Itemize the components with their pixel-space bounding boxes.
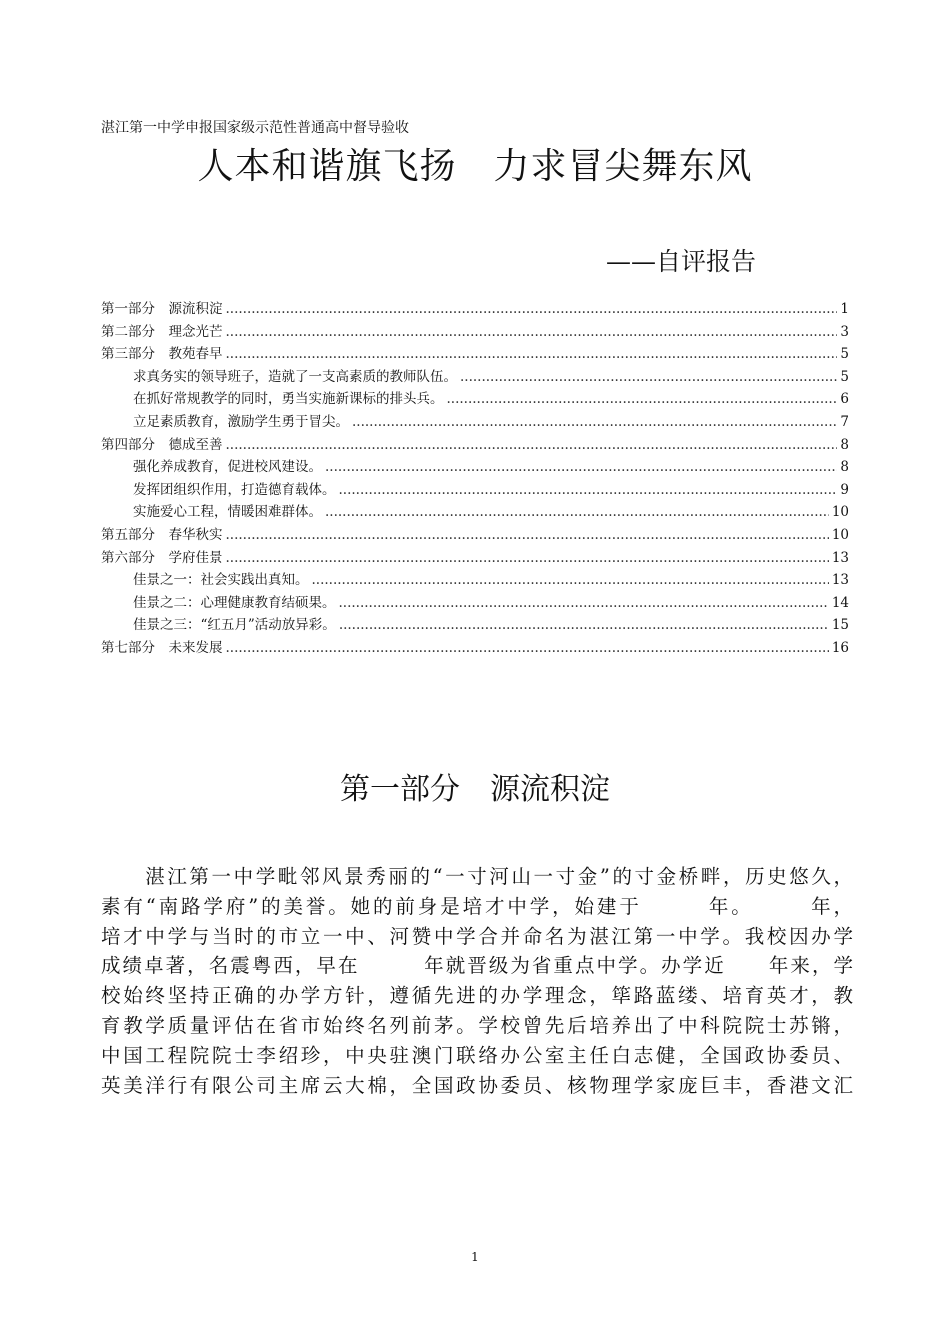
toc-leader-dots [460, 369, 837, 385]
toc-leader-dots [226, 437, 838, 453]
toc-label: 第六部分 学府佳景 [101, 549, 223, 566]
toc-row[interactable] [101, 320, 849, 343]
toc-row[interactable] [101, 591, 849, 614]
toc-page-number: 5 [840, 346, 849, 363]
toc-leader-dots [226, 550, 829, 566]
toc-label: 第一部分 源流积淀 [101, 301, 223, 317]
toc-page-number: 9 [840, 481, 849, 498]
toc-label: 第二部分 理念光芒 [101, 323, 223, 340]
toc-label: 强化养成教育，促进校风建设。 [133, 459, 322, 476]
toc-leader-dots [226, 324, 838, 340]
toc-label: 发挥团组织作用，打造德育载体。 [133, 481, 336, 498]
toc-leader-dots [325, 459, 837, 475]
body-line: 培才中学与当时的市立一中、河赞中学合并命名为湛江第一中学。我校因办学 [101, 924, 853, 948]
toc-page-number: 13 [831, 549, 849, 566]
toc-leader-dots [226, 346, 838, 362]
toc-leader-dots [325, 504, 829, 520]
toc-page-number: 8 [840, 459, 849, 476]
toc-row[interactable] [101, 523, 849, 546]
toc-row[interactable] [101, 342, 849, 365]
table-of-contents [101, 297, 849, 659]
toc-row[interactable] [101, 387, 849, 410]
toc-label: 佳景之三：“红五月”活动放异彩。 [133, 617, 336, 634]
body-paragraph [101, 862, 853, 1101]
toc-row[interactable] [101, 500, 849, 523]
toc-label: 实施爱心工程，情暖困难群体。 [133, 504, 322, 521]
toc-leader-dots [312, 572, 829, 588]
section-title: 第一部分 源流积淀 [340, 772, 610, 807]
toc-label: 第七部分 未来发展 [101, 639, 223, 656]
body-line: 成绩卓著，名震粤西，早在 年就晋级为省重点中学。办学近 年来，学 [101, 954, 853, 978]
body-line: 校始终坚持正确的办学方针，遵循先进的办学理念，筚路蓝缕、培育英才，教 [101, 984, 853, 1008]
toc-row[interactable] [101, 365, 849, 388]
toc-row[interactable] [101, 613, 849, 636]
toc-row[interactable] [101, 433, 849, 456]
toc-label: 求真务实的领导班子，造就了一支高素质的教师队伍。 [133, 368, 457, 385]
toc-page-number: 6 [840, 391, 849, 408]
toc-leader-dots [226, 527, 829, 543]
toc-label: 第三部分 教苑春早 [101, 346, 223, 363]
body-line: 育教学质量评估在省市始终名列前茅。学校曾先后培养出了中科院院士苏锵， [101, 1014, 853, 1038]
document-header: 湛江第一中学申报国家级示范性普通高中督导验收 [101, 120, 409, 136]
toc-page-number: 8 [840, 436, 849, 453]
toc-leader-dots [447, 391, 838, 407]
toc-leader-dots [352, 414, 837, 430]
toc-page-number: 15 [831, 617, 849, 634]
toc-leader-dots [339, 595, 829, 611]
toc-leader-dots [226, 640, 829, 656]
toc-page-number: 3 [840, 323, 849, 340]
toc-label: 佳景之二：心理健康教育结硕果。 [133, 594, 336, 611]
toc-leader-dots [339, 617, 829, 633]
toc-page-number: 7 [840, 413, 849, 430]
toc-page-number: 16 [831, 639, 849, 656]
toc-page-number: 1 [840, 301, 849, 317]
toc-label: 立足素质教育，激励学生勇于冒尖。 [133, 413, 349, 430]
toc-page-number: 10 [831, 504, 849, 521]
toc-label: 佳景之一：社会实践出真知。 [133, 572, 309, 589]
page-number: 1 [471, 1250, 479, 1264]
toc-row[interactable] [101, 455, 849, 478]
subtitle: ——自评报告 [606, 247, 757, 276]
toc-page-number: 10 [831, 526, 849, 543]
toc-row[interactable] [101, 568, 849, 591]
body-line: 中国工程院院士李绍珍，中央驻澳门联络办公室主任白志健，全国政协委员、 [101, 1043, 853, 1067]
toc-label: 第四部分 德成至善 [101, 436, 223, 453]
toc-label: 第五部分 春华秋实 [101, 526, 223, 543]
body-line: 湛江第一中学毗邻风景秀丽的“一寸河山一寸金”的寸金桥畔，历史悠久， [101, 865, 853, 888]
toc-label: 在抓好常规教学的同时，勇当实施新课标的排头兵。 [133, 391, 444, 408]
toc-leader-dots [226, 301, 838, 317]
toc-page-number: 5 [840, 368, 849, 385]
toc-page-number: 13 [831, 572, 849, 589]
main-title: 人本和谐旗飞扬 力求冒尖舞东风 [197, 146, 753, 187]
toc-page-number: 14 [831, 594, 849, 611]
toc-row[interactable] [101, 478, 849, 501]
toc-row[interactable] [101, 546, 849, 569]
toc-row[interactable] [101, 410, 849, 433]
body-line: 素有“南路学府”的美誉。她的前身是培才中学，始建于 年。 年， [101, 894, 853, 918]
body-line: 英美洋行有限公司主席云大棉，全国政协委员、核物理学家庞巨丰，香港文汇 [101, 1073, 853, 1097]
toc-leader-dots [339, 482, 838, 498]
toc-row[interactable] [101, 636, 849, 659]
toc-row[interactable] [101, 297, 849, 320]
